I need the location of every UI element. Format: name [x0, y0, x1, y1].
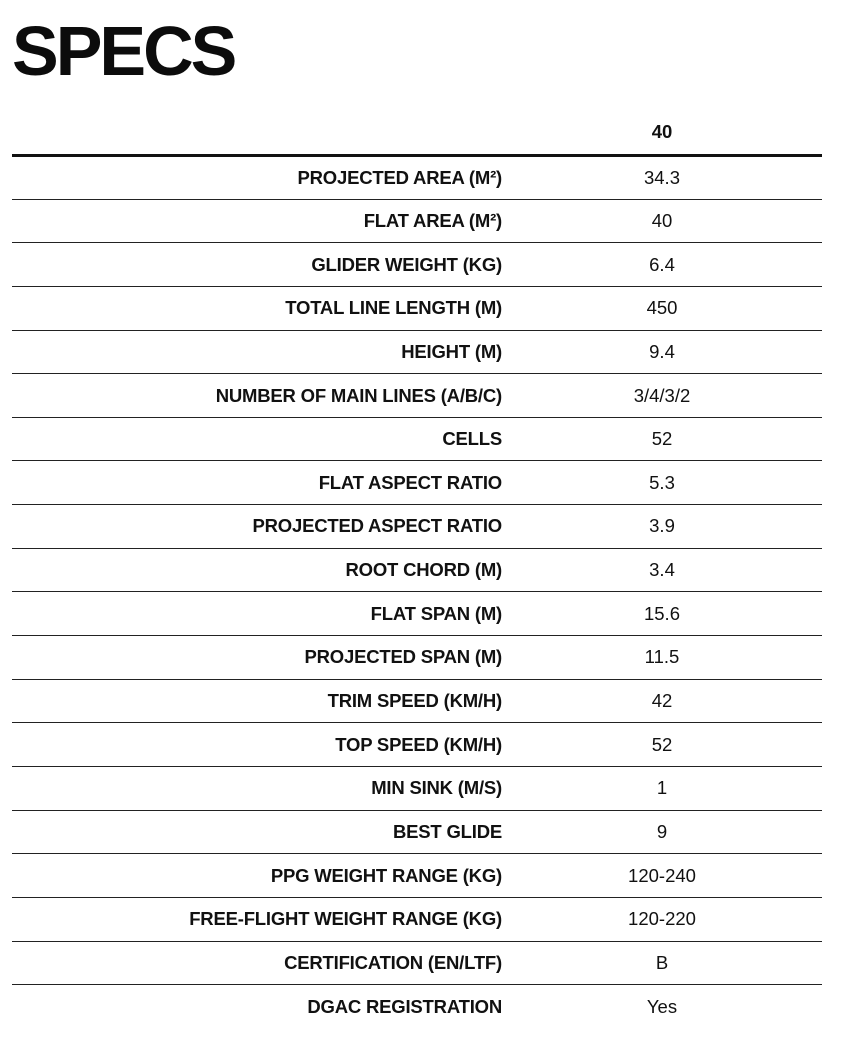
- spec-label: GLIDER WEIGHT (KG): [12, 243, 502, 287]
- spec-value: 1: [502, 766, 822, 810]
- table-row: [12, 810, 822, 854]
- size-column-header: 40: [502, 110, 822, 156]
- specs-table: [12, 110, 822, 1028]
- table-row: [12, 592, 822, 636]
- table-row: [12, 548, 822, 592]
- spec-label: ROOT CHORD (M): [12, 548, 502, 592]
- table-row: [12, 985, 822, 1029]
- spec-value: 5.3: [502, 461, 822, 505]
- table-row: [12, 636, 822, 680]
- spec-value: 3.9: [502, 505, 822, 549]
- table-row: [12, 897, 822, 941]
- spec-value: B: [502, 941, 822, 985]
- spec-value: 120-220: [502, 897, 822, 941]
- table-row: [12, 243, 822, 287]
- table-body: [12, 156, 822, 1029]
- spec-value: 9: [502, 810, 822, 854]
- table-row: [12, 374, 822, 418]
- spec-value: 15.6: [502, 592, 822, 636]
- table-row: [12, 330, 822, 374]
- spec-value: 52: [502, 417, 822, 461]
- spec-value: 120-240: [502, 854, 822, 898]
- spec-label: BEST GLIDE: [12, 810, 502, 854]
- spec-value: 450: [502, 286, 822, 330]
- spec-value: 11.5: [502, 636, 822, 680]
- table-row: [12, 941, 822, 985]
- table-row: [12, 286, 822, 330]
- spec-label: TOP SPEED (KM/H): [12, 723, 502, 767]
- spec-label: FLAT AREA (M²): [12, 199, 502, 243]
- table-row: [12, 156, 822, 200]
- spec-value: 3/4/3/2: [502, 374, 822, 418]
- table-row: [12, 417, 822, 461]
- table-header: [12, 110, 822, 156]
- table-row: [12, 766, 822, 810]
- corner-header: [12, 110, 502, 156]
- spec-value: 6.4: [502, 243, 822, 287]
- spec-label: CELLS: [12, 417, 502, 461]
- spec-label: TOTAL LINE LENGTH (M): [12, 286, 502, 330]
- spec-label: FLAT ASPECT RATIO: [12, 461, 502, 505]
- spec-label: PROJECTED AREA (M²): [12, 156, 502, 200]
- spec-label: FREE-FLIGHT WEIGHT RANGE (KG): [12, 897, 502, 941]
- table-row: [12, 854, 822, 898]
- spec-label: CERTIFICATION (EN/LTF): [12, 941, 502, 985]
- spec-value: 9.4: [502, 330, 822, 374]
- spec-label: TRIM SPEED (KM/H): [12, 679, 502, 723]
- spec-value: 40: [502, 199, 822, 243]
- spec-label: PPG WEIGHT RANGE (KG): [12, 854, 502, 898]
- header-row: [12, 110, 822, 156]
- spec-value: Yes: [646, 995, 678, 1017]
- spec-label: MIN SINK (M/S): [12, 766, 502, 810]
- table-row: [12, 505, 822, 549]
- spec-label: NUMBER OF MAIN LINES (A/B/C): [12, 374, 502, 418]
- spec-value: 3.4: [502, 548, 822, 592]
- table-row: [12, 723, 822, 767]
- spec-value: 42: [502, 679, 822, 723]
- page-title: SPECS: [12, 12, 235, 90]
- table-row: [12, 199, 822, 243]
- table-row: [12, 461, 822, 505]
- spec-label: FLAT SPAN (M): [12, 592, 502, 636]
- spec-label: DGAC REGISTRATION: [307, 995, 502, 1017]
- spec-value: 52: [502, 723, 822, 767]
- spec-label: HEIGHT (M): [12, 330, 502, 374]
- spec-label: PROJECTED SPAN (M): [12, 636, 502, 680]
- table-row: [12, 679, 822, 723]
- spec-label: PROJECTED ASPECT RATIO: [12, 505, 502, 549]
- spec-value: 34.3: [502, 156, 822, 200]
